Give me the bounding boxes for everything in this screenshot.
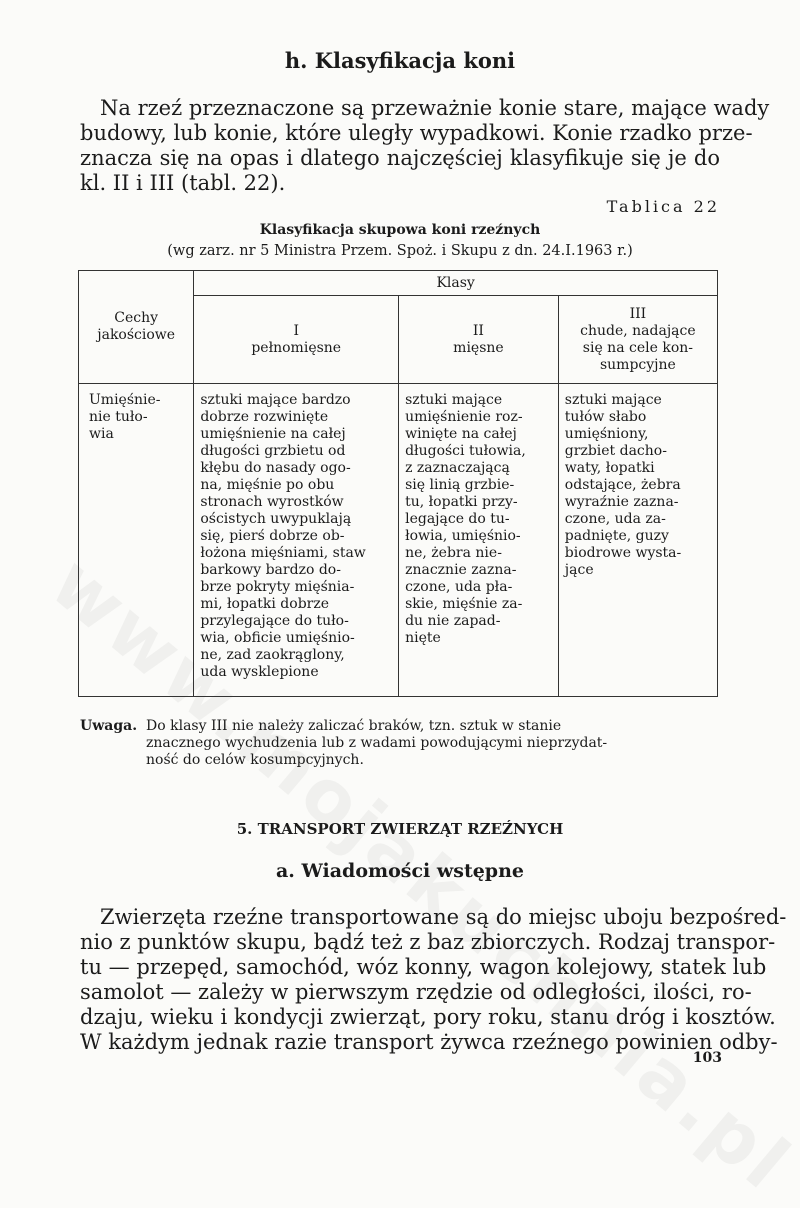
table-caption: Klasyfikacja skupowa koni rzeźnych xyxy=(259,222,541,238)
paragraph-line: tu — przepęd, samochód, wóz konny, wagon kolejowy, statek lub xyxy=(80,955,767,979)
section-5-title: 5. TRANSPORT ZWIERZĄT RZEŹNYCH xyxy=(236,820,564,838)
classification-table xyxy=(78,270,718,697)
paragraph-line: samolot — zależy w pierwszym rzędzie od odległości, ilości, ro- xyxy=(80,980,752,1004)
table-note xyxy=(80,718,720,769)
row-class-1: sztuki mające bardzo dobrze rozwinięte umięśnienie na całej długości grzbietu od kłębu do nasady ogo- na, mięśnie po obu stronach wyrostków ościstych uwypuklają się, pierś dobrze ob- łożona mięśniami, staw barkowy bardzo do- brze pokryty mięśnia- mi, łopatki dobrze przylegające do tuło- wia, obficie umięśnio- ne, zad zaokrąglony, uda wysklepione xyxy=(194,384,399,697)
header-class-1: I pełnomięsne xyxy=(194,296,399,384)
paragraph-line: budowy, lub konie, które uległy wypadkowi. Konie rzadko prze- xyxy=(80,121,753,145)
header-class-2: II mięsne xyxy=(399,296,559,384)
paragraph-line: kl. II i III (tabl. 22). xyxy=(80,171,286,195)
row-class-2: sztuki mające umięśnienie roz- winięte na całej długości tułowia, z zaznaczającą się linią grzbie- tu, łopatki przy- legające do tu- łowia, umięśnio- ne, żebra nie- znacznie zazna- czone, uda pła- skie, mięśnie za- du nie zapad- nięte xyxy=(399,384,559,697)
note-label: Uwaga. xyxy=(80,718,138,734)
table-label: Tablica 22 xyxy=(606,197,720,216)
section-h-title: h. Klasyfikacja koni xyxy=(284,48,516,73)
note-line: znacznego wychudzenia lub z wadami powodującymi nieprzydat- xyxy=(146,735,608,751)
row-label: Umięśnie- nie tuło- wia xyxy=(79,384,194,697)
section-h-paragraph xyxy=(80,96,770,196)
section-5a-subtitle: a. Wiadomości wstępne xyxy=(275,860,524,882)
paragraph-line: znacza się na opas i dlatego najczęściej klasyfikuje się je do xyxy=(80,146,720,170)
table-row xyxy=(79,384,718,697)
paragraph-line: dzaju, wieku i kondycji zwierząt, pory roku, stanu dróg i kosztów. xyxy=(80,1005,776,1029)
page-number: 103 xyxy=(692,1050,722,1066)
paragraph-line: Na rzeź przeznaczone są przeważnie konie stare, mające wady xyxy=(100,96,770,120)
header-class-3: III chude, nadające się na cele kon- sumpcyjne xyxy=(558,296,717,384)
paragraph-line: Zwierzęta rzeźne transportowane są do miejsc uboju bezpośred- xyxy=(100,905,787,929)
row-class-3: sztuki mające tułów słabo umięśniony, grzbiet dacho- waty, łopatki odstające, żebra wyraźnie zazna- czone, uda za- padnięte, guzy biodrowe wysta- jące xyxy=(558,384,717,697)
table-header-row xyxy=(79,271,718,296)
note-line: Do klasy III nie należy zaliczać braków, tzn. sztuk w stanie xyxy=(146,718,562,734)
header-cechy: Cechy jakościowe xyxy=(79,271,194,384)
note-line: ność do celów kosumpcyjnych. xyxy=(146,752,364,768)
table-subcaption: (wg zarz. nr 5 Ministra Przem. Spoż. i Skupu z dn. 24.I.1963 r.) xyxy=(167,243,633,259)
section-5-paragraph xyxy=(80,905,787,1055)
header-klasy: Klasy xyxy=(194,271,718,296)
paragraph-line: nio z punktów skupu, bądź też z baz zbiorczych. Rodzaj transpor- xyxy=(80,930,776,954)
paragraph-line: W każdym jednak razie transport żywca rzeźnego powinien odby- xyxy=(80,1030,778,1054)
